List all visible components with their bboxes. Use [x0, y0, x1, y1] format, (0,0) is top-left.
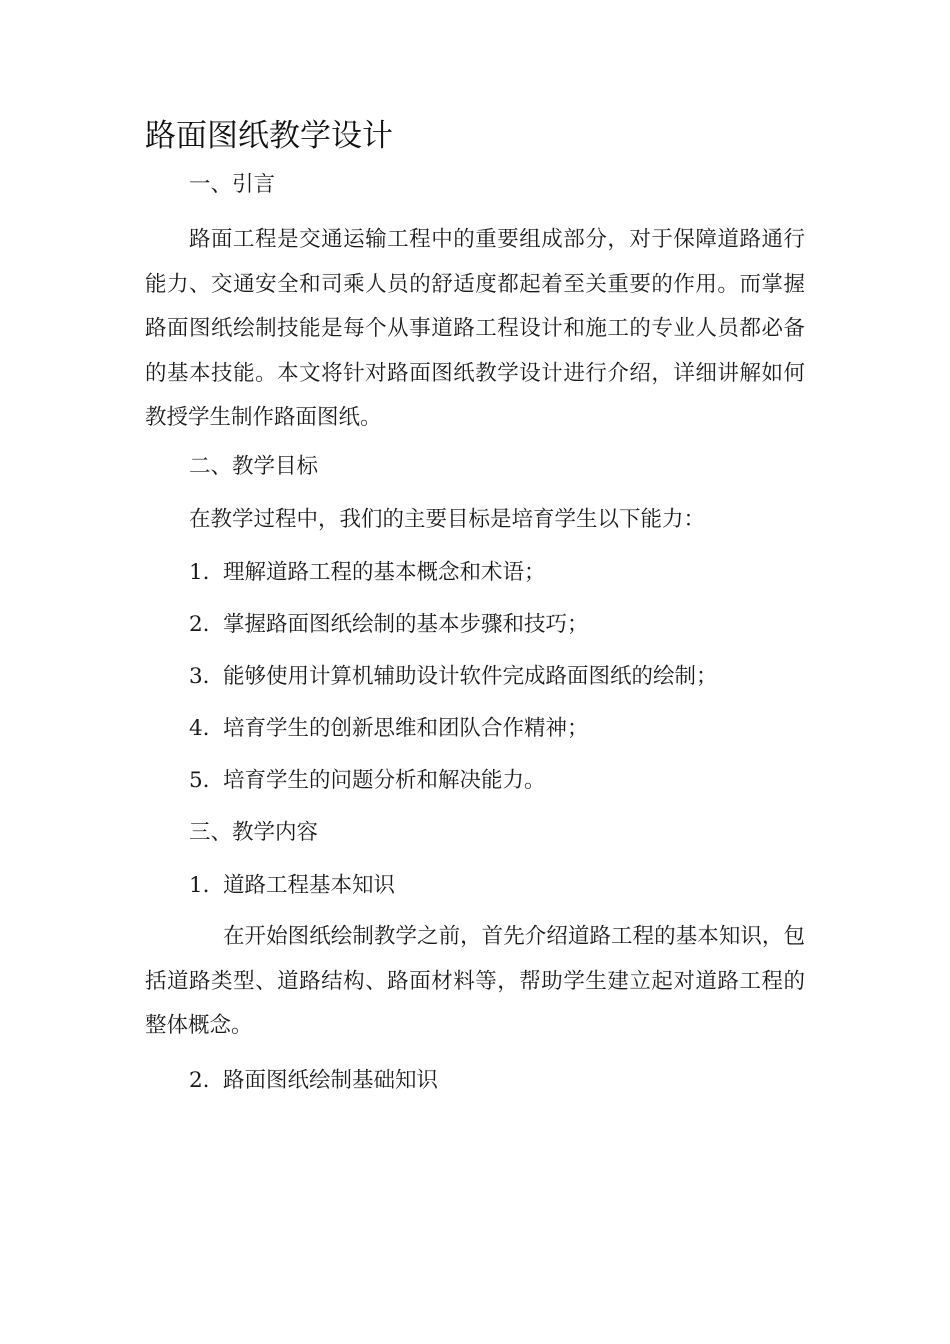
list-item-text: 培育学生的问题分析和解决能力。 [223, 768, 546, 793]
list-item-number: 1. [189, 560, 210, 585]
subsection-heading [189, 871, 395, 901]
subsection-number: 1. [189, 873, 210, 898]
goals-lead: 在教学过程中，我们的主要目标是培育学生以下能力： [189, 507, 706, 532]
list-item-number: 3. [189, 664, 210, 689]
list-item-number: 4. [189, 716, 210, 741]
section-heading-content: 三、教学内容 [189, 820, 319, 845]
list-item-text: 培育学生的创新思维和团队合作精神； [223, 716, 589, 741]
intro-paragraph: 路面工程是交通运输工程中的重要组成部分，对于保障道路通行能力、交通安全和司乘人员的舒适度都起着至关重要的作用。而掌握路面图纸绘制技能是每个从事道路工程设计和施工的专业人员都必备的基本技能。本文将针对路面图纸教学设计进行介绍，详细讲解如何教授学生制作路面图纸。 [145, 227, 805, 430]
document-title: 路面图纸教学设计 [145, 118, 393, 154]
subsection-title: 路面图纸绘制基础知识 [223, 1068, 439, 1093]
section-heading-intro: 一、引言 [189, 172, 276, 197]
subsection-title: 道路工程基本知识 [223, 873, 396, 898]
list-item [189, 714, 589, 744]
list-item-text: 掌握路面图纸绘制的基本步骤和技巧； [223, 612, 589, 637]
list-item-text: 能够使用计算机辅助设计软件完成路面图纸的绘制； [223, 664, 718, 689]
list-item-number: 2. [189, 612, 210, 637]
list-item-text: 理解道路工程的基本概念和术语； [223, 560, 546, 585]
subsection-heading [189, 1066, 438, 1096]
list-item [189, 766, 546, 796]
list-item [189, 610, 589, 640]
list-item [189, 662, 718, 692]
list-item [189, 558, 546, 588]
section-heading-goals: 二、教学目标 [189, 454, 319, 479]
subsection-paragraph: 在开始图纸绘制教学之前，首先介绍道路工程的基本知识，包括道路类型、道路结构、路面材料等，帮助学生建立起对道路工程的整体概念。 [145, 924, 805, 1038]
subsection-number: 2. [189, 1068, 210, 1093]
list-item-number: 5. [189, 768, 210, 793]
